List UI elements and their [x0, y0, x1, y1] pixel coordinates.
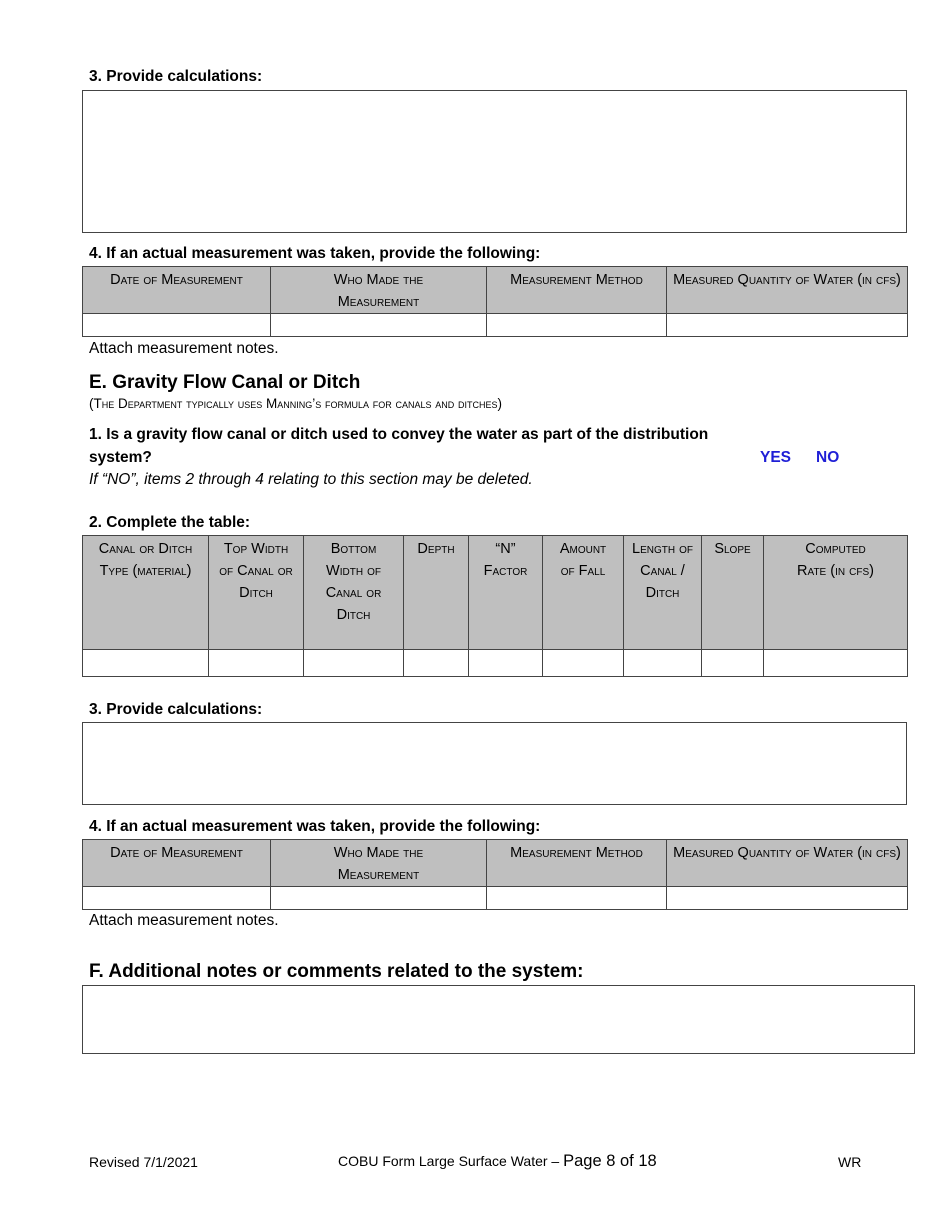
cell-quantity-input[interactable] — [667, 314, 908, 337]
footer-form-name: COBU Form Large Surface Water – — [338, 1153, 564, 1169]
col-date-of-measurement-e: Date of Measurement — [83, 840, 271, 887]
provide-calculations-heading-e: 3. Provide calculations: — [89, 701, 263, 718]
cell-length-input[interactable] — [624, 650, 702, 677]
cell-method-input[interactable] — [487, 314, 667, 337]
col-canal-type: Canal or Ditch Type (material) — [83, 536, 209, 650]
col-n-factor: “N” Factor — [469, 536, 543, 650]
col-computed-rate: Computed Rate (in cfs) — [764, 536, 908, 650]
complete-table-heading: 2. Complete the table: — [89, 514, 251, 531]
footer-code: WR — [838, 1154, 862, 1170]
cell-quantity-input-e[interactable] — [667, 887, 908, 910]
col-amount-of-fall: Amount of Fall — [543, 536, 624, 650]
provide-calculations-heading: 3. Provide calculations: — [89, 68, 263, 85]
cell-date-input[interactable] — [83, 314, 271, 337]
q1-note: If “NO”, items 2 through 4 relating to this section may be deleted. — [89, 471, 533, 488]
col-measured-quantity-e: Measured Quantity of Water (in cfs) — [667, 840, 908, 887]
section-f-title: F. Additional notes or comments related to the system: — [89, 961, 584, 982]
col-bottom-width: Bottom Width of Canal or Ditch — [304, 536, 404, 650]
cell-depth-input[interactable] — [404, 650, 469, 677]
cell-n-factor-input[interactable] — [469, 650, 543, 677]
footer-page-number: Page 8 of 18 — [563, 1152, 657, 1170]
cell-computed-rate-input[interactable] — [764, 650, 908, 677]
footer-form — [338, 1152, 657, 1171]
additional-notes-box[interactable] — [82, 985, 915, 1054]
cell-canal-type-input[interactable] — [83, 650, 209, 677]
col-depth: Depth — [404, 536, 469, 650]
col-measured-quantity: Measured Quantity of Water (in cfs) — [667, 267, 908, 314]
attach-notes-text: Attach measurement notes. — [89, 340, 279, 357]
q1-line2: system? — [89, 449, 152, 466]
measurement-table-e — [82, 839, 908, 910]
q1-line1: 1. Is a gravity flow canal or ditch used to convey the water as part of the distribution — [89, 426, 709, 443]
col-who-made-measurement: Who Made the Measurement — [271, 267, 487, 314]
no-option[interactable]: NO — [816, 449, 840, 466]
calculations-box[interactable] — [82, 90, 907, 233]
col-date-of-measurement: Date of Measurement — [83, 267, 271, 314]
section-e-title: E. Gravity Flow Canal or Ditch — [89, 372, 361, 393]
col-slope: Slope — [702, 536, 764, 650]
col-measurement-method: Measurement Method — [487, 267, 667, 314]
cell-slope-input[interactable] — [702, 650, 764, 677]
measurement-table — [82, 266, 908, 337]
cell-method-input-e[interactable] — [487, 887, 667, 910]
canal-ditch-table — [82, 535, 908, 677]
measurement-heading: 4. If an actual measurement was taken, provide the following: — [89, 245, 541, 262]
attach-notes-text-e: Attach measurement notes. — [89, 912, 279, 929]
section-e-subtitle: (The Department typically uses Manning’s formula for canals and ditches) — [89, 396, 503, 411]
footer-revised: Revised 7/1/2021 — [89, 1154, 198, 1170]
calculations-box-e[interactable] — [82, 722, 907, 805]
yes-option[interactable]: YES — [760, 449, 792, 466]
cell-date-input-e[interactable] — [83, 887, 271, 910]
col-measurement-method-e: Measurement Method — [487, 840, 667, 887]
cell-who-input-e[interactable] — [271, 887, 487, 910]
cell-who-input[interactable] — [271, 314, 487, 337]
col-who-made-measurement-e: Who Made the Measurement — [271, 840, 487, 887]
measurement-heading-e: 4. If an actual measurement was taken, provide the following: — [89, 818, 541, 835]
cell-amount-of-fall-input[interactable] — [543, 650, 624, 677]
col-length: Length of Canal / Ditch — [624, 536, 702, 650]
cell-bottom-width-input[interactable] — [304, 650, 404, 677]
cell-top-width-input[interactable] — [209, 650, 304, 677]
col-top-width: Top Width of Canal or Ditch — [209, 536, 304, 650]
